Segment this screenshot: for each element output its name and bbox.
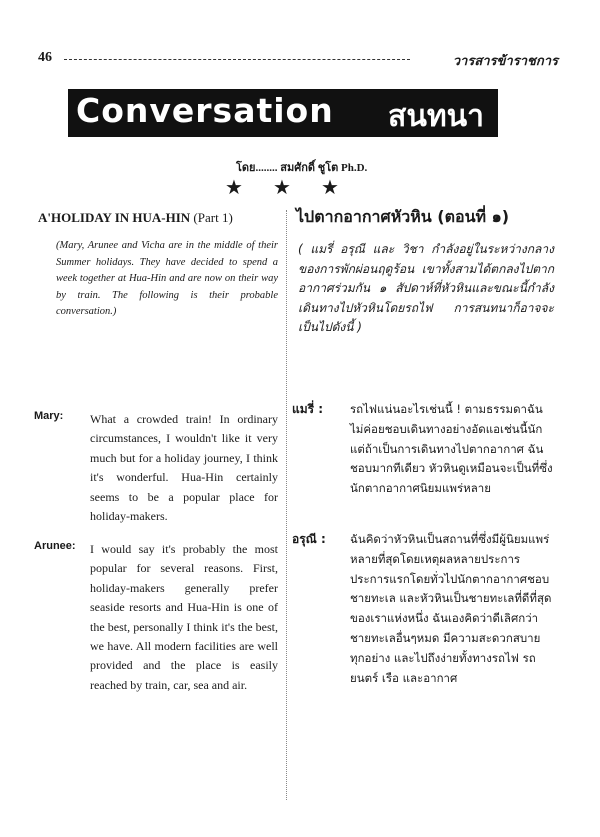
intro-th: ( แมรี่ อรุณี และ วิชา กำลังอยู่ในระหว่างกลางของการพักผ่อนฤดูร้อน เขาทั้งสามได้ตกลงไปตากอากาศร่วมกัน ๑ สัปดาห์ที่หัวหินและขณะนี้กำลังเดินทางไปหัวหินโดยรถไฟ การสนทนาก็อาจจะเป็นไปดังนี้ ) bbox=[298, 242, 554, 334]
banner-title-en: Conversation bbox=[76, 91, 334, 130]
article-title-en-text: A'HOLIDAY IN HUA-HIN bbox=[38, 210, 191, 225]
page-number: 46 bbox=[38, 50, 52, 65]
article-title-th: ไปตากอากาศหัวหิน (ตอนที่ ๑) bbox=[296, 207, 510, 226]
speech-text: What a crowded train! In ordinary circumstances, I wouldn't like it very much but for a holiday journey, I think it's wonderful. Hua-Hin certainly seems to be a popular place for holiday-makers. bbox=[90, 412, 278, 524]
section-banner bbox=[68, 89, 498, 137]
page-header bbox=[38, 50, 558, 70]
star-icon: ★ bbox=[273, 177, 291, 199]
speech-text: ฉันคิดว่าหัวหินเป็นสถานที่ซึ่งมีผู้นิยมแพร่หลายที่สุดโดยเหตุผลหลายประการ ประการแรกโดยทั่วไปนักตากอากาศชอบชายทะเล และหัวหินเป็นชายทะเลที่ดีที่สุดของเราแห่งหนึ่ง ฉันเองคิดว่าดีเลิศกว่าชายทะเลอื่นๆหมด มีความสะดวกสบายทุกอย่าง และไปถึงง่ายทั้งทางรถไฟ รถยนตร์ เรือ และอากาศ bbox=[350, 532, 552, 685]
header-rule bbox=[64, 59, 410, 60]
banner-title-th: สนทนา bbox=[388, 99, 484, 134]
intro-en: (Mary, Arunee and Vicha are in the middle of their Summer holidays. They have decided to spend a week together at Hua-Hin and are now on their way by train. The following is their probable conversation.) bbox=[56, 240, 278, 317]
article-part-en: (Part 1) bbox=[193, 210, 233, 225]
speech-text: I would say it's probably the most popular for several reasons. First, holiday-makers generally prefer seaside resorts and Hua-Hin is one of the best, personally I think it's the best, we have. All modern facilities are well provided and the place is easily reached by train, car, sea and air. bbox=[90, 542, 278, 692]
speaker-name: อรุณี : bbox=[292, 532, 326, 546]
star-icon: ★ bbox=[225, 177, 243, 199]
author-byline: โดย........ สมศักดิ์ ชูโต Ph.D. bbox=[236, 162, 368, 174]
star-icon: ★ bbox=[321, 177, 339, 199]
speech-text: รถไฟแน่นอะไรเช่นนี้ ! ตามธรรมดาฉันไม่ค่อยชอบเดินทางอย่างอัดแอเช่นนี้นัก แต่ถ้าเป็นการเดินทางไปตากอากาศ ฉันชอบมากทีเดียว หัวหินดูเหมือนจะเป็นที่ซึ่งนักตากอากาศนิยมแพร่หลาย bbox=[350, 402, 553, 496]
article-title-en bbox=[38, 210, 282, 226]
english-column bbox=[34, 210, 282, 692]
speaker-name: Arunee: bbox=[34, 540, 76, 552]
speaker-name: แมรี่ : bbox=[292, 402, 324, 416]
column-divider bbox=[286, 210, 287, 800]
speaker-name: Mary: bbox=[34, 410, 64, 422]
journal-title: วารสารข้าราชการ bbox=[452, 53, 558, 68]
thai-column bbox=[292, 205, 556, 685]
star-ornament bbox=[225, 175, 345, 197]
